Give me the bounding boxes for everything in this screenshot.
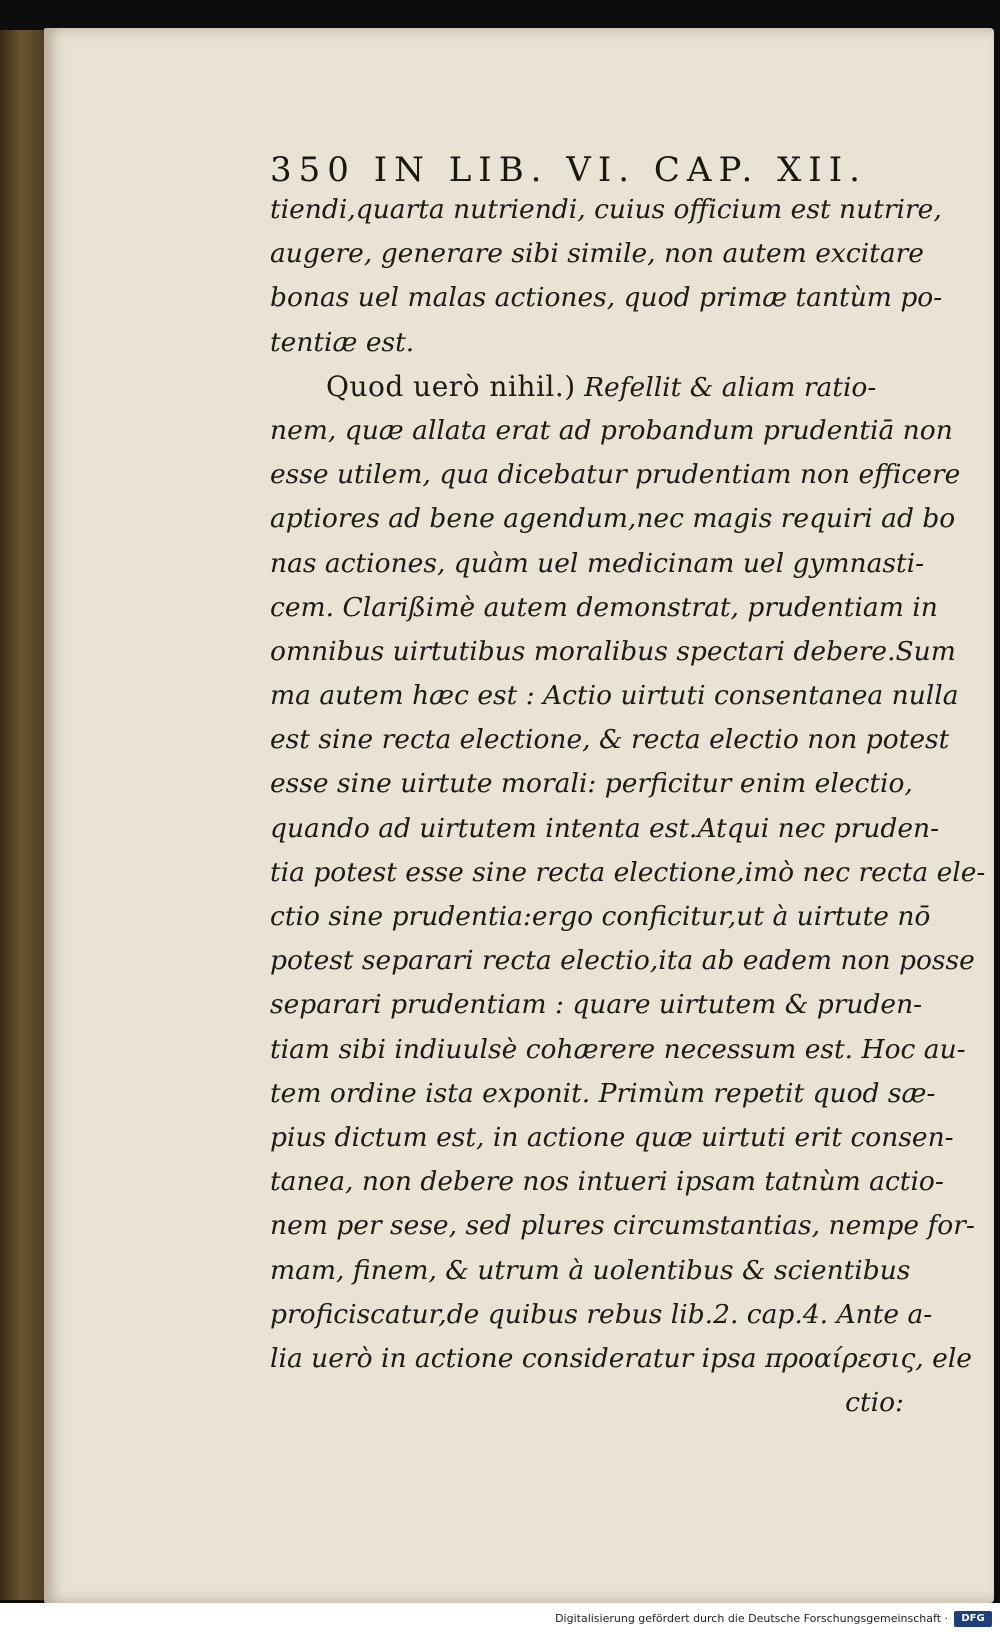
text-line: aptiores ad bene agendum,nec magis requiri ad bo xyxy=(270,503,956,535)
text-block xyxy=(270,188,986,1425)
text-line: tiam sibi indiuulsè cohærere necessum est. Hoc au- xyxy=(270,1033,966,1065)
text-line: lia uerò in actione consideratur ipsa προαίρεσις, ele xyxy=(270,1342,972,1374)
text-line: pius dictum est, in actione quæ uirtuti erit consen- xyxy=(270,1121,954,1153)
lemma-line xyxy=(270,365,922,409)
text-line: esse sine uirtute morali: perficitur enim electio, xyxy=(270,768,913,800)
text-line: tem ordine ista exponit. Primùm repetit quod sæ- xyxy=(270,1077,936,1109)
digitization-footer xyxy=(0,1603,1000,1635)
text-line: nem, quæ allata erat ad probandum prudentiā non xyxy=(270,414,953,446)
lemma: Quod uerò nihil.) xyxy=(326,369,576,403)
text-line: nas actiones, quàm uel medicinam uel gymnasti- xyxy=(270,547,925,579)
text-line: quando ad uirtutem intenta est.Atqui nec pruden- xyxy=(270,812,940,844)
book-spine xyxy=(0,30,48,1600)
text-line: tanea, non debere nos intueri ipsam tatnùm actio- xyxy=(270,1166,944,1198)
dfg-logo: DFG xyxy=(954,1611,992,1627)
text-line: tentiæ est. xyxy=(270,326,415,358)
text-line: potest separari recta electio,ita ab eadem non posse xyxy=(270,945,975,977)
lemma-continuation: Refellit & aliam ratio- xyxy=(575,371,877,403)
text-line: nem per sese, sed plures circumstantias, nempe for- xyxy=(270,1210,975,1242)
text-line: ma autem hæc est : Actio uirtuti consentanea nulla xyxy=(270,680,959,712)
text-line: est sine recta electione, & recta electio non potest xyxy=(270,724,950,756)
text-line: esse utilem, qua dicebatur prudentiam non efficere xyxy=(270,459,961,491)
text-line: cem. Clarißimè autem demonstrat, prudentiam in xyxy=(270,591,938,623)
text-line: augere, generare sibi simile, non autem excitare xyxy=(270,238,924,270)
text-line: tia potest esse sine recta electione,imò nec recta ele- xyxy=(270,856,986,888)
text-line: ctio sine prudentia:ergo conficitur,ut à uirtute nō xyxy=(270,901,931,932)
text-line: separari prudentiam : quare uirtutem & pruden- xyxy=(270,989,923,1021)
catchword: ctio: xyxy=(845,1387,904,1419)
running-head: 350 IN LIB. VI. CAP. XII. xyxy=(270,150,867,190)
text-line: mam, finem, & utrum à uolentibus & scientibus xyxy=(270,1254,911,1286)
text-line: bonas uel malas actiones, quod primæ tantùm po- xyxy=(270,282,943,314)
text-line: proficiscatur,de quibus rebus lib.2. cap.4. Ante a- xyxy=(270,1298,933,1330)
footer-credit: Digitalisierung gefördert durch die Deutsche Forschungsgemeinschaft · xyxy=(555,1612,948,1625)
text-line: tiendi,quarta nutriendi, cuius officium est nutrire, xyxy=(270,194,942,225)
text-line: omnibus uirtutibus moralibus spectari debere.Sum xyxy=(270,635,956,667)
